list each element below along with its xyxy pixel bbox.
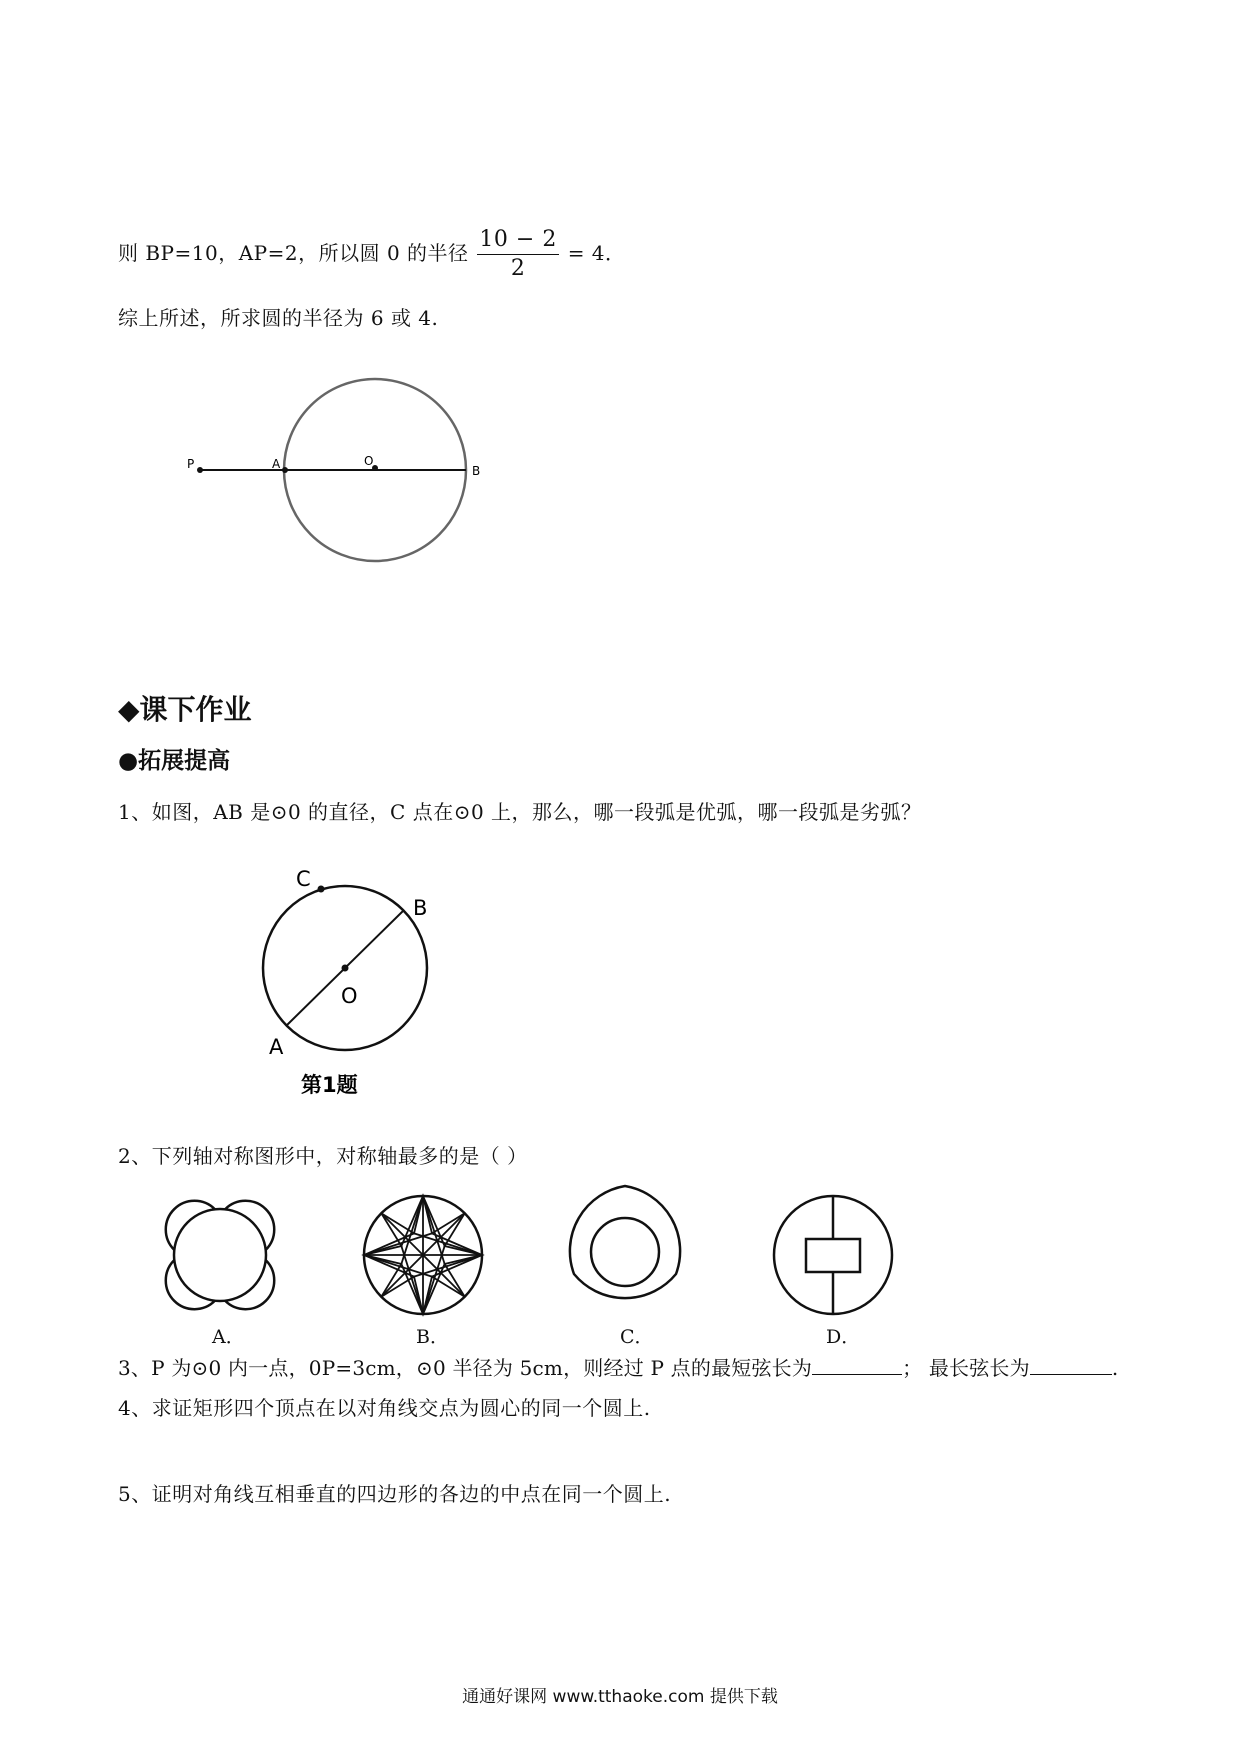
option-d-svg	[768, 1190, 898, 1320]
solution-line-1-suffix: = 4．	[567, 241, 626, 265]
question-2-text: 2、下列轴对称图形中，对称轴最多的是（ ）	[118, 1144, 528, 1168]
solution-line-1	[118, 226, 626, 283]
option-d-label: D．	[826, 1326, 861, 1348]
option-c-svg	[560, 1180, 690, 1310]
center-o	[342, 965, 349, 972]
option-a-label: A．	[212, 1326, 245, 1348]
label-o: O	[341, 984, 358, 1008]
question-3-text	[118, 1352, 1118, 1381]
option-d-figure	[768, 1190, 898, 1324]
question-1-text: 1、如图，AB 是⊙0 的直径，C 点在⊙0 上，那么，哪一段弧是优弧，哪一段弧是劣弧？	[118, 800, 922, 824]
figure-q1-svg	[255, 860, 455, 1100]
label-p: P	[187, 457, 195, 471]
label-b: B	[413, 896, 428, 920]
fraction-denominator: 2	[510, 256, 526, 281]
option-c-figure	[560, 1180, 690, 1314]
section-subtitle: ●拓展提高	[118, 748, 231, 774]
label-c: C	[296, 867, 311, 891]
option-b-figure	[358, 1190, 488, 1324]
solution-line-1-prefix: 则 BP=10，AP=2，所以圆 0 的半径	[118, 241, 469, 265]
fraction-numerator: 10 − 2	[477, 226, 558, 255]
option-b-svg	[358, 1190, 488, 1320]
option-b-label: B．	[416, 1326, 449, 1348]
question-3-part-c: .	[1111, 1356, 1119, 1380]
radius-fraction	[477, 226, 558, 283]
question-4-text: 4、求证矩形四个顶点在以对角线交点为圆心的同一个圆上.	[118, 1396, 651, 1420]
point-a	[282, 467, 288, 473]
question-3-part-b: ； 最长弦长为	[902, 1356, 1030, 1380]
option-a-svg	[155, 1190, 285, 1320]
longest-chord-blank	[1030, 1374, 1112, 1375]
figure-q1	[255, 860, 455, 1104]
page-footer: 通通好课网 www.tthaoke.com 提供下载	[462, 1687, 778, 1707]
label-a: A	[269, 1035, 284, 1059]
label-b: B	[472, 464, 481, 478]
option-c-label: C．	[620, 1326, 654, 1348]
label-o: O	[364, 454, 374, 468]
solution-line-2: 综上所述，所求圆的半径为 6 或 4.	[118, 306, 439, 330]
section-title: ◆课下作业	[118, 693, 252, 726]
figure-pabo	[180, 375, 500, 579]
question-5-text: 5、证明对角线互相垂直的四边形的各边的中点在同一个圆上.	[118, 1482, 672, 1506]
shortest-chord-blank	[812, 1374, 902, 1375]
label-a: A	[272, 457, 281, 471]
figure-caption: 第1题	[301, 1073, 358, 1097]
point-p	[197, 467, 203, 473]
option-a-figure	[155, 1190, 285, 1324]
figure-pabo-svg	[180, 375, 500, 575]
question-3-part-a: 3、P 为⊙0 内一点，0P=3cm，⊙0 半径为 5cm，则经过 P 点的最短弦长为	[118, 1356, 813, 1380]
point-c	[318, 886, 325, 893]
